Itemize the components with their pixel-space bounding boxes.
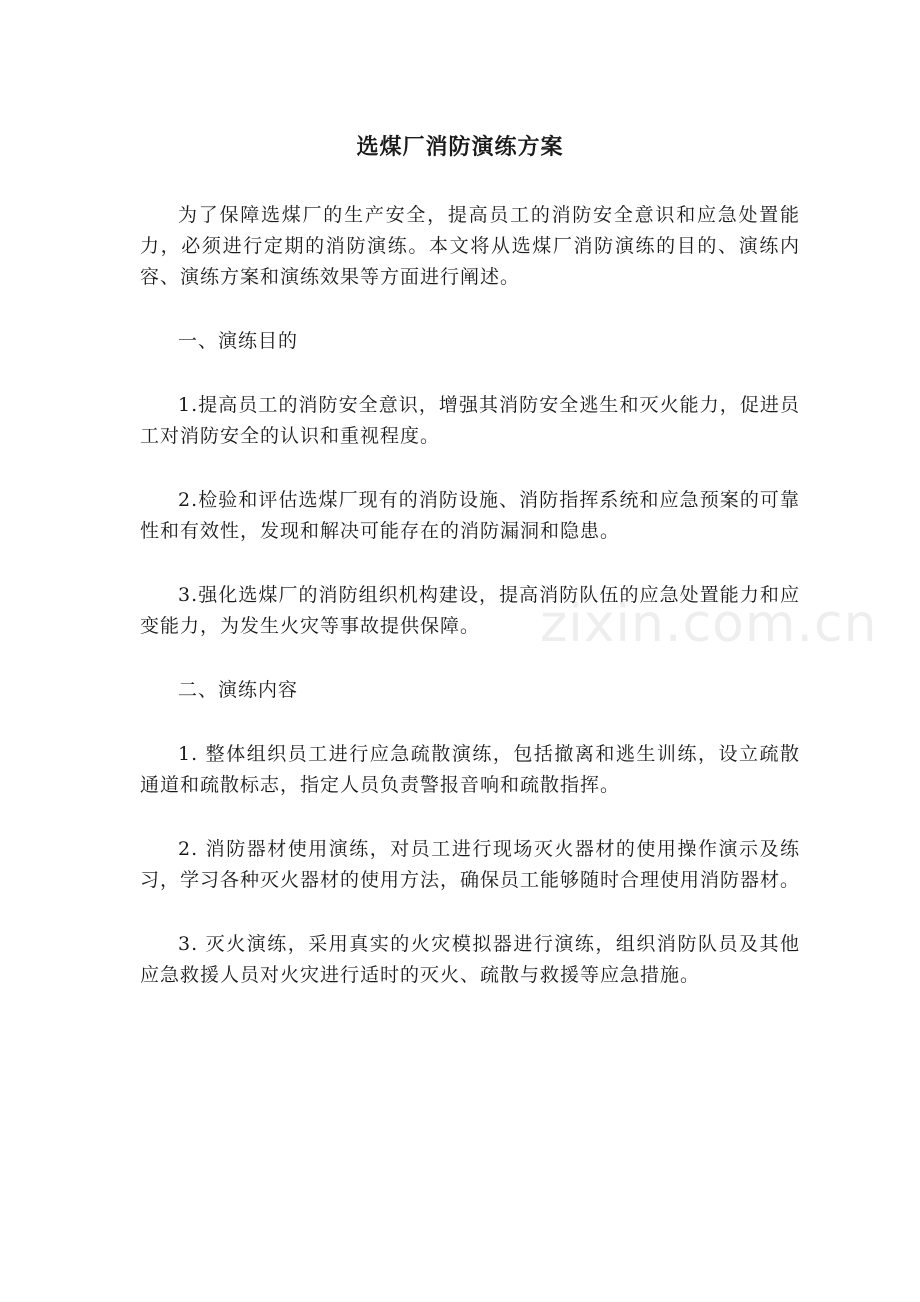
content-item-2: 2. 消防器材使用演练，对员工进行现场灭火器材的使用操作演示及练习，学习各种灭火器材的使用方法，确保员工能够随时合理使用消防器材。 [140, 838, 801, 891]
section-heading-content: 二、演练内容 [178, 679, 299, 701]
watermark: zixin.com.cn [540, 594, 878, 654]
content-item-3: 3. 灭火演练，采用真实的火灾模拟器进行演练，组织消防队员及其他应急救援人员对火灾进行适时的灭火、疏散与救援等应急措施。 [140, 933, 800, 986]
content-item-1: 1. 整体组织员工进行应急疏散演练，包括撤离和逃生训练，设立疏散通道和疏散标志，指定人员负责警报音响和疏散指挥。 [140, 743, 800, 796]
purpose-item-3: 3.强化选煤厂的消防组织机构建设，提高消防队伍的应急处置能力和应变能力，为发生火灾等事故提供保障。 [140, 584, 800, 637]
purpose-item-2: 2.检验和评估选煤厂现有的消防设施、消防指挥系统和应急预案的可靠性和有效性，发现和解决可能存在的消防漏洞和隐患。 [140, 489, 800, 542]
document-title: 选煤厂消防演练方案 [356, 135, 564, 160]
document-body [140, 200, 800, 991]
purpose-item-1: 1.提高员工的消防安全意识，增强其消防安全逃生和灭火能力，促进员工对消防安全的认识和重视程度。 [140, 394, 800, 447]
section-heading-purpose: 一、演练目的 [178, 330, 299, 352]
intro-paragraph: 为了保障选煤厂的生产安全，提高员工的消防安全意识和应急处置能力，必须进行定期的消防演练。本文将从选煤厂消防演练的目的、演练内容、演练方案和演练效果等方面进行阐述。 [140, 204, 800, 288]
